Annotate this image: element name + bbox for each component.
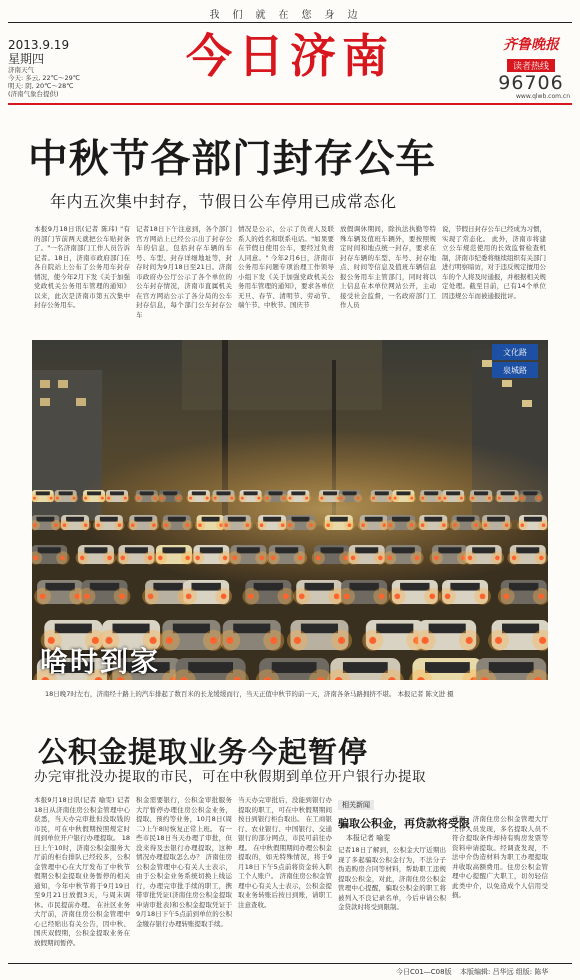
issue-weekday: 星期四 [8,52,45,66]
car-shape [369,490,394,502]
car-shape [76,545,117,565]
car-shape [439,580,491,605]
car-shape [286,490,311,502]
car-shape [32,490,55,502]
second-headline: 公积金提取业务今起暂停 [38,735,369,769]
issue-date: 2013.9.19 [8,38,70,52]
car-shape [104,490,129,502]
car-shape [346,545,387,565]
car-shape [518,490,543,502]
related-column: 近期，济南住房公积金管理大厅工作人员发现，多名提取人员不符合提取条件却持有购房发票等资料申请提取。经调查发现，不法中介伪造材料为职工办理提取并收取高额费用。住房公积金管理中心提醒广大职工，切勿轻信此类中介，以免造成个人信用受损。 [452,815,548,899]
car-shape [186,490,211,502]
lead-column: 说，节假日封存公车已经成为习惯，实现了常态化。 此外，济南市将建立公车规范使用的长效监督检查机制，济南市纪委将继续组织有关部门进行明察暗访，对于违反规定擅用公车的个人将及时通报，并根据相关规定处理。截至目前，已有14个单位因违规公车而被通报批评。 [442,225,546,300]
car-shape [256,658,333,680]
car-shape [389,580,441,605]
car-shape [134,490,159,502]
car-shape [256,515,288,530]
second-deck: 办完审批没办提取的市民，可在中秋假期到单位开户银行办提取 [34,769,426,785]
car-shape [154,545,195,565]
car-shape [480,515,512,530]
car-shape [159,620,224,651]
car-shape [293,580,345,605]
car-shape [323,515,355,530]
footer-rule [8,963,572,964]
second-column: 积金需要银行，公积金审批服务大厅暂停办理住房公积金业务，提取、预约等业务，10月8日(周二)上午8时恢复正常上班。 有一些市民18日当天办理了审批，但没来得及去银行办理提取，这种情况办理提取怎么办？ 济南住房公积金管理中心有关人士表示，由于公积金业务系统切换上线运行，办理完审批手续的职工，携带审批凭证(济南住房公积金提取申请审批表)和公积金提取凭证于9月18日下午5点前到单位的公积金缴存银行办理转账提取手续。 [136,796,232,928]
photo-overlay-title: 啥时到家 [40,645,161,678]
site-url[interactable]: www.qlwb.com.cn [516,93,570,100]
weather-line: 今天: 多云, 22℃～29℃ [8,74,81,82]
footer-editor: 本版编辑: 吕华远 组版: 陈华 [460,968,549,976]
car-shape [430,545,471,565]
lead-column: 本报9月18日讯(记者 陈玮) "有的部门节前两天就把公车贴封条了。"一名济南部门工作人员告诉记者。18日，济南市政府部门在各自院站上公布了公务用车封存情况，使今年2月下发《关于加强党政机关公务用车管理的通知》以来，此次是济南市第五次集中封存公务用车。 [34,225,130,309]
car-shape [93,515,125,530]
car-shape [417,515,449,530]
related-byline: 本报记者 喻雯 [346,834,391,842]
lead-column: 情况是公示，公示了负责人及联系人的姓名和联系电话。"如果要在节假日使用公车，要经过负责人同意。" 今年2月6日，济南市公务用车问题专项治理工作领导小组下发《关于加强党政机关公务用车管理的通知》，要求各单位无旦、春节、清明节、劳动节、端午节、中秋节、国庆节 [238,225,334,309]
brand-block [492,34,570,93]
lead-deck: 年内五次集中封存，节假日公车停用已成常态化 [50,192,397,211]
traffic-photo-illustration [32,340,548,680]
car-shape [419,490,444,502]
car-shape [34,580,86,605]
car-shape [158,490,183,502]
car-shape [211,490,236,502]
car-shape [473,658,548,680]
car-shape [383,545,424,565]
weather-line: 济南天气 [8,66,34,74]
car-shape [285,515,317,530]
car-shape [59,515,91,530]
car-shape [32,515,61,530]
car-shape [238,490,263,502]
car-shape [161,515,193,530]
car-shape [287,620,352,651]
car-shape [127,515,159,530]
car-shape [517,515,548,530]
lead-headline: 中秋节各部门封存公车 [28,137,437,182]
car-shape [79,580,131,605]
car-shape [468,490,493,502]
car-shape [327,658,404,680]
brand-logo: 齐鲁晚报 [503,37,559,53]
car-shape [266,545,307,565]
road-sign-text: 文化路 [503,348,527,357]
car-shape [116,545,157,565]
car-shape [463,545,504,565]
lead-column: 放假调休期间，除执法执勤等特殊车辆及值班车辆外，要按照规定时间和地点统一封存，要求在封存车辆的车型、车号、封存地点、时间等信息及值班车辆信息报公务用车主管部门，同时将以上信息在本单位网站公开，主动接受社会监督，一名政府部门工作人员 [340,225,436,309]
car-shape [228,545,269,565]
car-shape [415,620,480,651]
weather-line: (济南气象台提供) [8,90,59,98]
car-shape [391,490,416,502]
car-shape [53,490,78,502]
car-shape [219,620,284,651]
footer-page-info: 今日C01—C08版 [396,968,452,976]
traffic-photo [32,340,548,680]
related-column: 记者18日了解到，公积金大厅近期出现了多起骗取公积金行为，不法分子伪造购房合同等材料，帮助职工违规提取公积金，对此，济南住房公积金管理中心提醒，骗取公积金的职工将被列入不良记录名单，今后申请公积金贷款时将受到限制。 [338,846,446,911]
second-column: 当天办完审批后，没能到银行办提取的职工，可在中秋假期期间按日到银行柜台取出。 在工商银行、农业银行、中国银行、交通银行的部分网点，市民可前往办理。 在中秋假期期间办理公积金提取的，如无特殊情况，将于9月18日下午5点前将资金转入职工个人账户。 济南住房公积金管理中心有关人士表示，公积金提取业务转账后按日到账，请职工注意查收。 [238,796,332,909]
car-shape [172,658,249,680]
car-shape [338,580,390,605]
car-shape [180,580,232,605]
photo-caption: 18日晚7时左右，济南经十路上的汽车排起了数百米的长龙缓缓而行，当天正值中秋节的前一天，济南各条马路拥挤不堪。 本报记者 陈文进 摄 [45,690,454,698]
section-title: 今日济南 [186,29,394,83]
car-shape [507,545,548,565]
car-shape [32,545,70,565]
hotline-number: 96706 [498,72,564,94]
car-shape [337,490,362,502]
car-shape [221,515,253,530]
lead-column: 记者18日下午注意到，各个部门官方网站上已经公示出了封存公车的信息，包括封存车辆的车号、车型、封存详细地址等，封存时间为9月18日至21日。济南市政府办公厅公示了各个单位的公车封存情况，济南市直属机关在官方网站公示了各分局的公车封存信息，每个部门公车封存公车 [136,225,232,319]
car-shape [358,515,390,530]
car-shape [263,490,288,502]
road-sign-text: 泉城路 [503,366,527,375]
car-shape [450,515,482,530]
car-shape [81,490,106,502]
car-shape [488,620,548,651]
car-shape [498,580,548,605]
car-shape [312,545,353,565]
car-shape [385,515,417,530]
header-red-rule [8,103,572,105]
car-shape [441,490,466,502]
car-shape [191,545,232,565]
header-slogan: 我们就在您身边 [209,10,371,21]
second-column: 本报9月18日讯(记者 喻雯) 记者18日从济南住房公积金管理中心获悉，当天办完审批但没取钱的市民，可在中秋假期按照规定时间到单位开户银行办理提取。 18日上午10时，济南公积金服务大厅前的柜台排队已经较多，公积金管理中心在大厅发布了中秋节假期公积金提取业务暂停的相关通知，今年中秋节将于9月19日至9月21日放假3天，与周末调休。市民提前办理。 在社区业务大厅前，济南住房公积金管理中心已经贴出有关公告，因中秋、国庆双假期，公积金提取业务在放假期间暂停。 [34,796,130,947]
car-shape [242,580,294,605]
car-shape [495,490,520,502]
hotline-label: 读者热线 [507,59,555,72]
header-top-rule [8,22,572,23]
related-headline: 骗取公积金，再贷款将受限 [338,817,470,830]
weather-line: 明天: 阴, 20℃～28℃ [8,82,74,90]
related-news-tag: 相关新闻 [338,800,374,810]
